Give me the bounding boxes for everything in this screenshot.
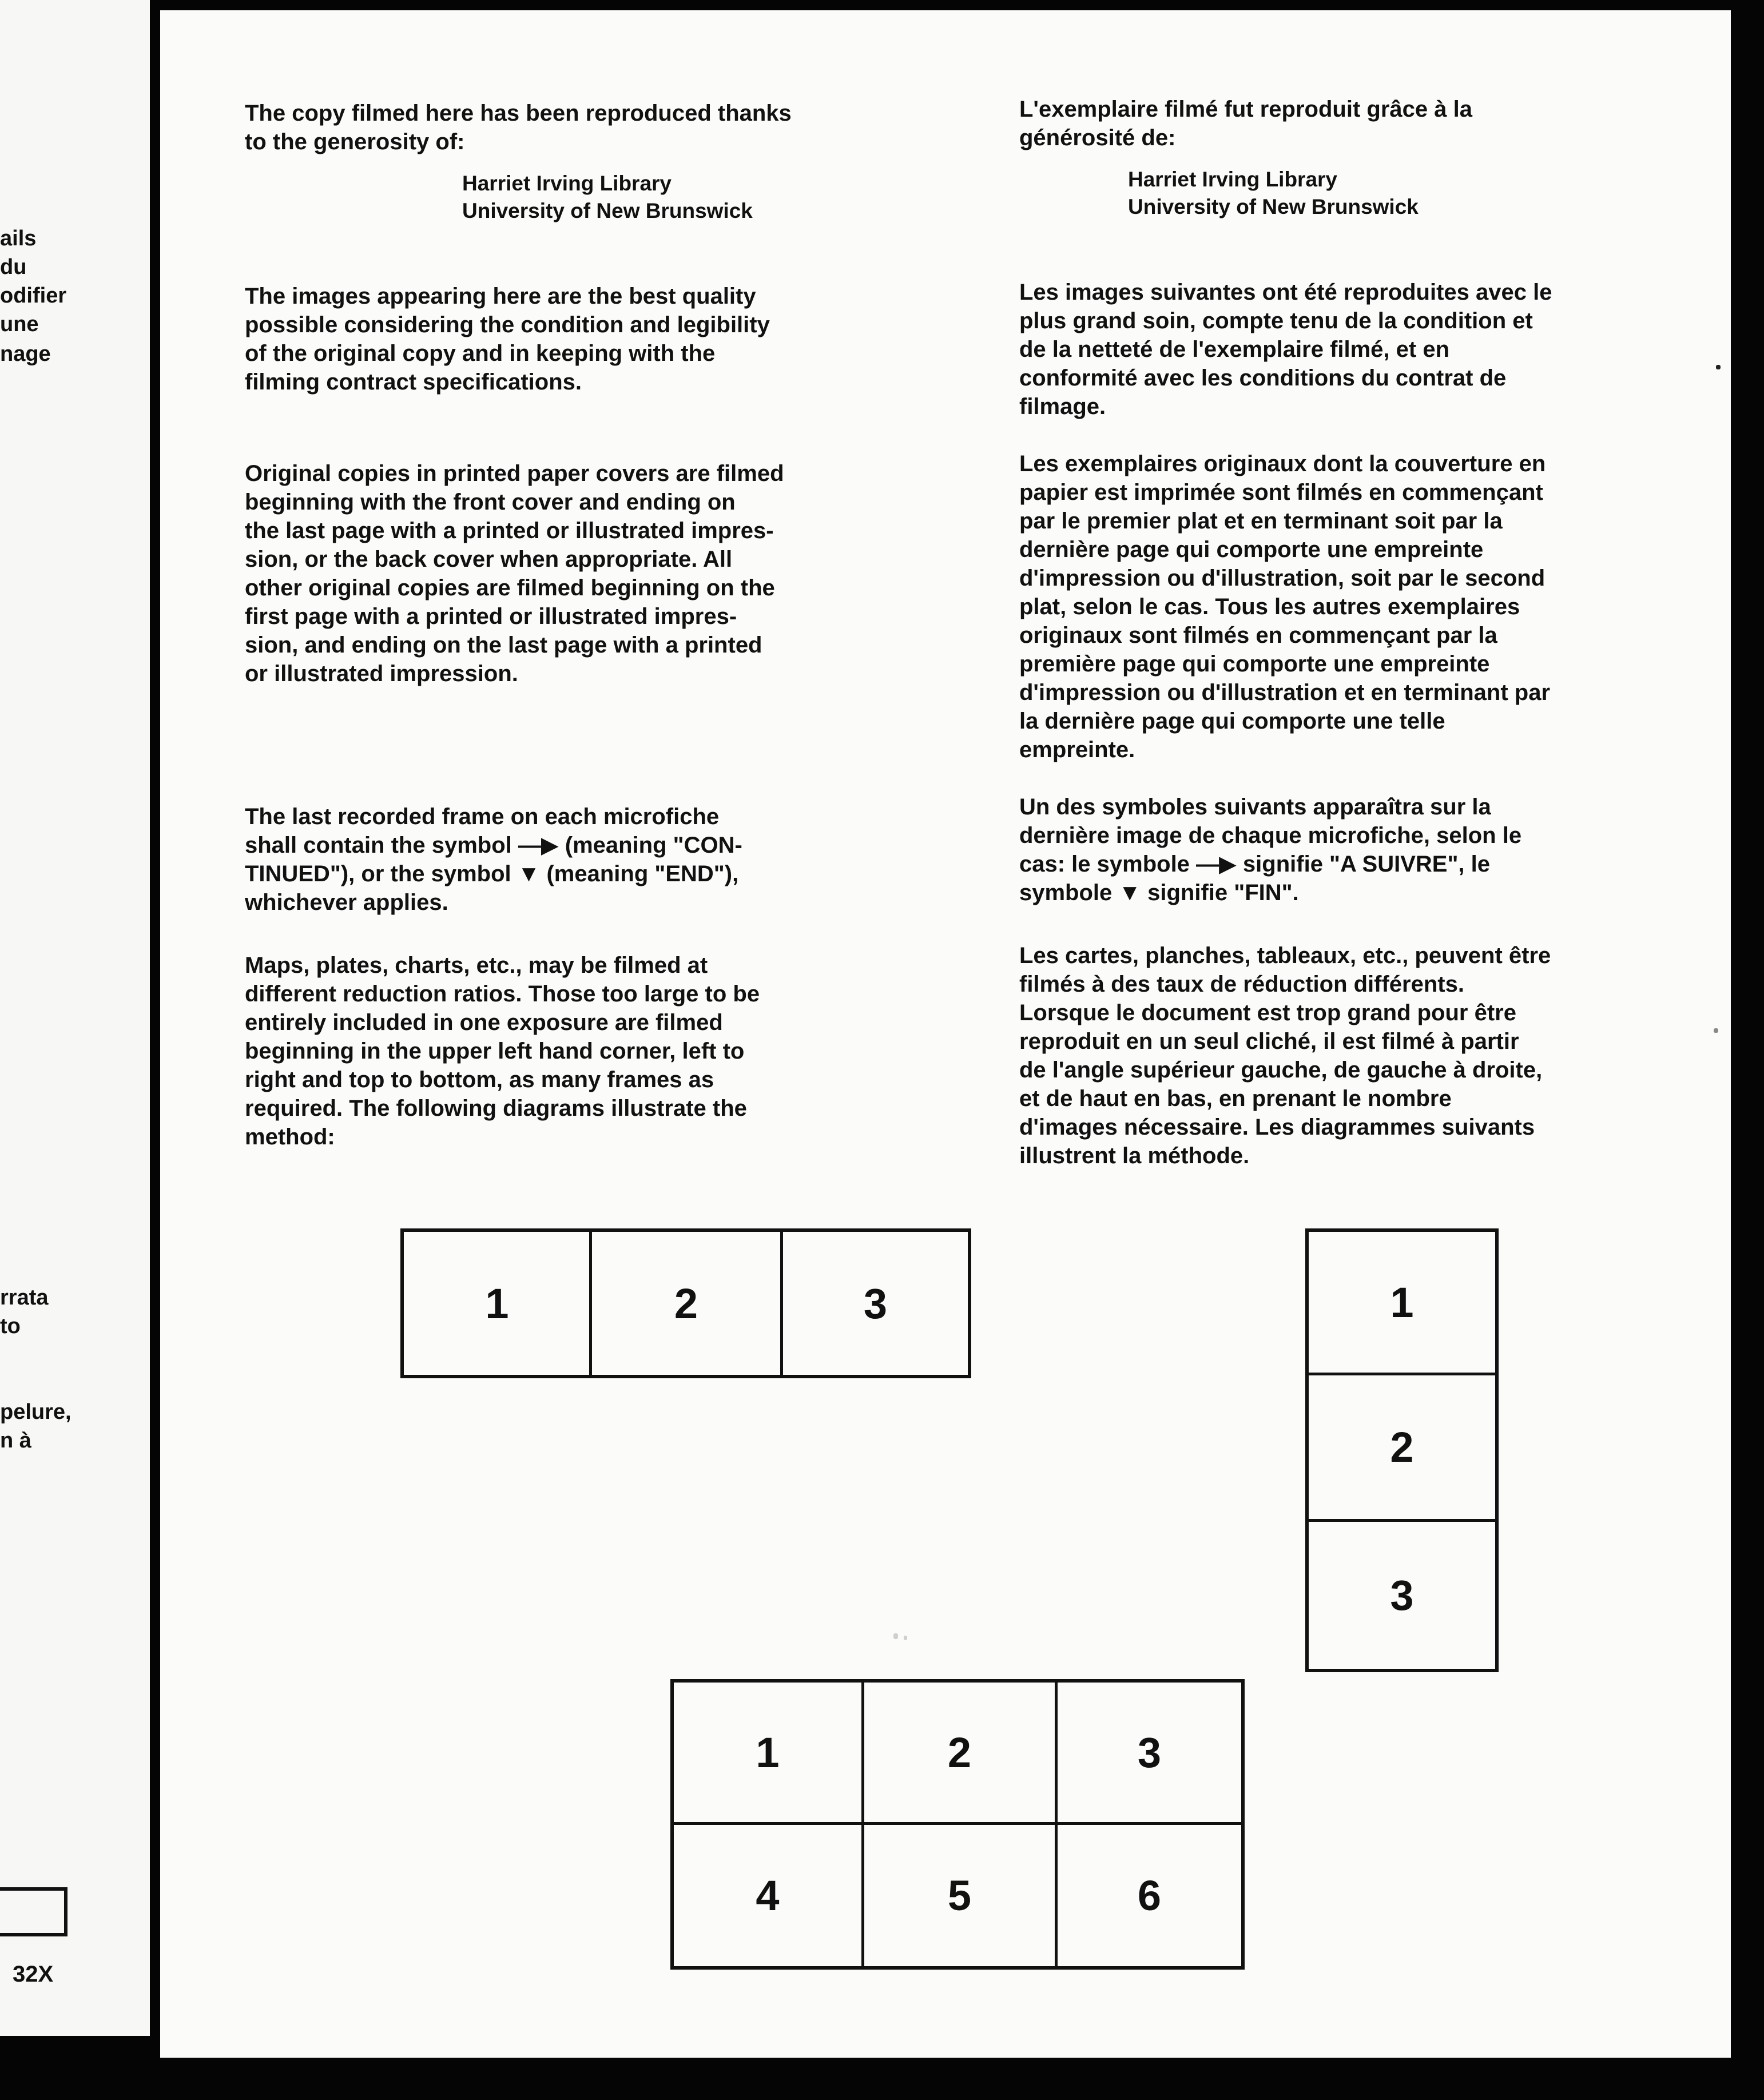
scan-speck <box>893 1633 898 1639</box>
en-library-university: University of New Brunswick <box>462 199 753 222</box>
left-margin-strip <box>0 0 150 2036</box>
frame-cell: 3 <box>863 1279 888 1327</box>
en-library-name: Harriet Irving Library <box>462 172 672 195</box>
frame-cell: 2 <box>674 1279 698 1327</box>
fr-quality-note: Les images suivantes ont été reproduites avec le plus grand soin, compte tenu de la condition et de la netteté de l'exemplaire filmé, et en conformité avec les conditions du contrat de filmage. <box>1019 280 1552 419</box>
margin-fragment: une <box>0 312 39 336</box>
frame-cell: 6 <box>1137 1872 1162 1919</box>
frame-cell: 5 <box>947 1872 972 1919</box>
diagram-vertical <box>1305 1228 1499 1672</box>
frame-cell: 3 <box>1390 1572 1414 1619</box>
en-acknowledgement: The copy filmed here has been reproduced thanks to the generosity of: <box>245 101 792 154</box>
margin-fragment: pelure, <box>0 1400 71 1424</box>
diagram-grid <box>670 1679 1245 1970</box>
en-filming-order: Original copies in printed paper covers are filmed beginning with the front cover and ending on the last page with a printed or illustrated impres- sion, or the back cover when appropriate. All other original copies are filmed beginning on the first page with a printed or illustrated impres- sion, and ending on the last page with a printed or illustrated impression. <box>245 461 784 686</box>
en-symbols-note: The last recorded frame on each microfiche shall contain the symbol —▶ (meaning "CON- TINUED"), or the symbol ▼ (meaning "END"), whichever applies. <box>245 804 742 915</box>
frame-cell: 1 <box>1390 1278 1414 1326</box>
frame-cell: 1 <box>756 1728 780 1776</box>
en-reduction-note: Maps, plates, charts, etc., may be filmed at different reduction ratios. Those too large to be entirely included in one exposure are filmed beginning in the upper left hand corner, left to right and top to bottom, as many frames as required. The following diagrams illustrate the method: <box>245 953 760 1150</box>
margin-fragment: odifier <box>0 284 67 308</box>
fr-symbols-note: Un des symboles suivants apparaîtra sur la dernière image de chaque microfiche, selon le cas: le symbole —▶ signifie "A SUIVRE", le symbole ▼ signifie "FIN". <box>1019 794 1522 905</box>
fr-filming-order: Les exemplaires originaux dont la couverture en papier est imprimée sont filmés en commençant par le premier plat et en terminant soit par la dernière page qui comporte une empreinte d'impression ou d'illustration, soit par le second plat, selon le cas. Tous les autres exemplaires originaux sont filmés en commençant par la première page qui comporte une empreinte d'impression ou d'illustration et en terminant par la dernière page qui comporte une telle empreinte. <box>1019 451 1551 762</box>
margin-fragment: n à <box>0 1429 31 1453</box>
fr-acknowledgement: L'exemplaire filmé fut reproduit grâce à la générosité de: <box>1019 97 1472 150</box>
frame-cell: 4 <box>756 1872 780 1919</box>
margin-fragment: nage <box>0 342 51 366</box>
document-page <box>160 10 1731 2058</box>
scan-speck <box>1714 1028 1718 1033</box>
margin-fragment: du <box>0 255 27 279</box>
frame-cell: 2 <box>947 1728 972 1776</box>
scan-speck <box>1716 365 1721 369</box>
diagram-horizontal <box>400 1228 971 1378</box>
en-quality-note: The images appearing here are the best quality possible considering the condition and legibility of the original copy and in keeping with the filming contract specifications. <box>245 284 770 395</box>
margin-fragment: ails <box>0 226 37 250</box>
frame-cell: 3 <box>1137 1728 1162 1776</box>
scan-speck <box>904 1636 907 1640</box>
fr-library-name: Harriet Irving Library <box>1128 168 1338 191</box>
frame-cell: 1 <box>485 1279 509 1327</box>
french-column <box>1019 95 1706 1170</box>
english-column <box>245 99 1000 1151</box>
reduction-label: 32X <box>13 1962 54 1987</box>
resolution-target-box <box>0 1887 67 1936</box>
margin-fragment: to <box>0 1314 21 1338</box>
margin-fragment: rrata <box>0 1286 49 1310</box>
frame-cell: 2 <box>1390 1423 1414 1471</box>
fr-library-university: University of New Brunswick <box>1128 195 1419 218</box>
fr-reduction-note: Les cartes, planches, tableaux, etc., peuvent être filmés à des taux de réduction différents. Lorsque le document est trop grand pour être reproduit en un seul cliché, il est filmé à partir de l'angle supérieur gauche, de gauche à droite, et de haut en bas, en prenant le nombre d'images nécessaire. Les diagrammes suivants illustrent la méthode. <box>1019 943 1551 1168</box>
